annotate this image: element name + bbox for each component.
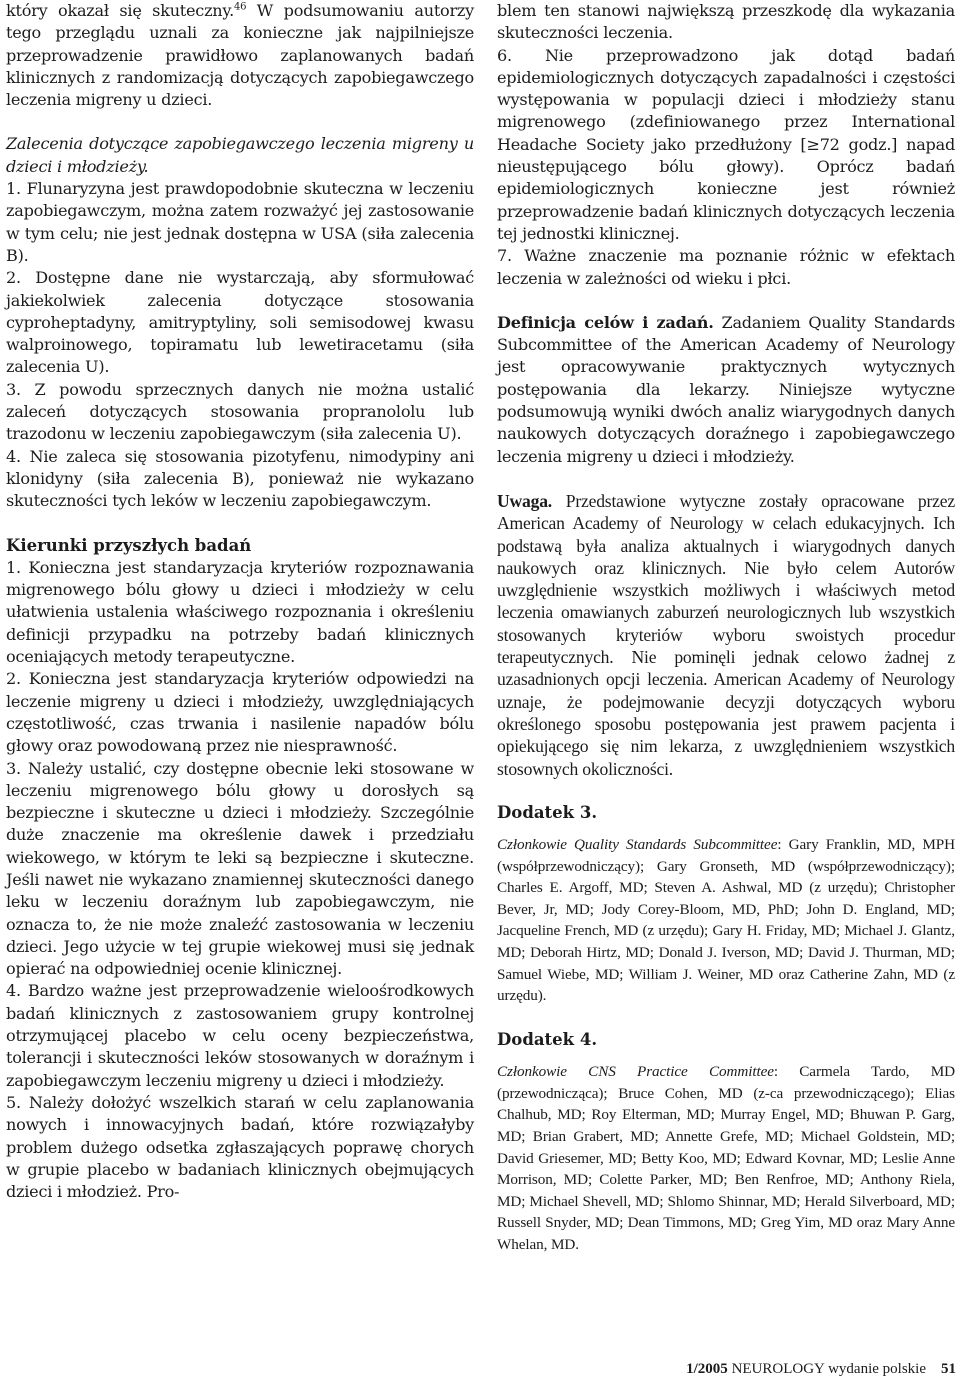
future-item: 5. Należy dołożyć wszelkich starań w celu zaplanowania nowych i innowacyjnych badań, które rozwiązałyby problem dużego odsetka zgłaszających poprawę chorych w grupie placebo w badaniach klinicznych obejmujących dzieci i młodzież. Pro-: [6, 1092, 474, 1202]
continuation-text: blem ten stanowi największą przeszkodę dla wykazania skuteczności leczenia.: [497, 1, 955, 43]
intro-text-b: W podsumowaniu autorzy tego przeglądu uznali za konieczne jak najpilniejsze przeprowadzenie prawidłowo zaplanowanych badań klinicznych z randomizacją dotyczących zapobiegawczego leczenia migreny u dzieci.: [6, 1, 474, 110]
page-footer: [640, 1361, 956, 1378]
note-paragraph: [497, 490, 955, 780]
left-column: [6, 0, 474, 1203]
appendix-3-paragraph: [497, 834, 955, 1007]
note-heading: Uwaga.: [497, 490, 553, 511]
citation-superscript: 46: [233, 1, 247, 13]
intro-text-a: który okazał się skuteczny.: [6, 1, 234, 20]
appendix-4-text: : Carmela Tardo, MD (przewodnicząca); Bruce Cohen, MD (z-ca przewodniczącego); Elias Chalhub, MD; Roy Elterman, MD; Murray Engel, MD; Bhuwan P. Garg, MD; Brian Grabert, MD; Annette Grefe, MD; Michael Goldstein, MD; David Griesemer, MD; Betty Koo, MD; Edward Kovnar, MD; Leslie Anne Morrison, MD; Colette Parker, MD; Ben Renfroe, MD; Anthony Riela, MD; Michael Shevell, MD; Shlomo Shinnar, MD; Herald Silverboard, MD; Russell Snyder, MD; Dean Timmons, MD; Greg Yim, MD oraz Mary Anne Whelan, MD.: [497, 1063, 955, 1253]
goals-heading: Definicja celów i zadań.: [497, 312, 714, 332]
intro-paragraph: [6, 0, 474, 111]
recommendation-item: 1. Flunaryzyna jest prawdopodobnie skuteczna w leczeniu zapobiegawczym, można zatem rozważyć jej zastosowanie w tym celu; nie jest jednak dostępna w USA (siła zalecenia B).: [6, 179, 474, 265]
footer-journal: NEUROLOGY: [731, 1361, 825, 1377]
goals-text: Zadaniem Quality Standards Subcommittee of the American Academy of Neurology jest opracowywanie praktycznych wytycznych postępowania dla lekarzy. Niniejsze wytyczne podsumowują wyniki dwóch analiz wiarygodnych danych naukowych dotyczących doraźnego i zapobiegawczego leczenia migreny u dzieci i młodzieży.: [497, 312, 955, 466]
appendix-4-heading: Dodatek 4.: [497, 1029, 598, 1049]
future-item: 1. Konieczna jest standaryzacja kryteriów rozpoznawania migrenowego bólu głowy u dzieci i młodzieży w celu ułatwienia ustalenia właściwego rozpoznania i określeniu definicji przypadku na potrzeby badań klinicznych oceniających metody terapeutyczne.: [6, 557, 474, 667]
recommendation-item: 4. Nie zaleca się stosowania pizotyfenu, nimodypiny ani klonidyny (siła zalecenia B), ponieważ nie wykazano skuteczności tych leków w leczeniu zapobiegawczym.: [6, 446, 474, 511]
appendix-4-label: Członkowie CNS Practice Committee: [497, 1063, 774, 1081]
appendix-4-paragraph: [497, 1061, 955, 1255]
appendix-3-text: : Gary Franklin, MD, MPH (współprzewodniczący); Gary Gronseth, MD (współprzewodniczący); Charles E. Argoff, MD; Steven A. Ashwal, MD (z urzędu); Christopher Bever, Jr, MD; Jody Corey-Bloom, MD, PhD; John D. England, MD; Jacqueline French, MD (z urzędu); Gary H. Friday, MD; Michael J. Glantz, MD; Deborah Hirtz, MD; Donald J. Iverson, MD; David J. Thurman, MD; Samuel Wiebe, MD; William J. Weiner, MD oraz Catherine Zahn, MD (z urzędu).: [497, 836, 956, 1005]
page-number: 51: [941, 1361, 956, 1377]
footer-issue: 1/2005: [686, 1361, 728, 1377]
future-item: 3. Należy ustalić, czy dostępne obecnie leki stosowane w leczeniu migrenowego bólu głowy u dorosłych są bezpieczne i skuteczne u dzieci i młodzieży. Szczególnie duże znaczenie ma określenie dawek i przedziału wiekowego, w którym te leki są bezpieczne i skuteczne. Jeśli nawet nie wykazano znamiennej skuteczności danego leku w leczeniu doraźnym lub zapobiegawczym, nie oznacza to, że nie może znaleźć zastosowania w leczeniu dzieci. Jego użycie w tej grupie wiekowej musi się jednak opierać na odpowiedniej ocenie klinicznej.: [6, 758, 474, 979]
appendix-3-label: Członkowie Quality Standards Subcommittee: [497, 836, 778, 854]
footer-edition: wydanie polskie: [828, 1361, 926, 1377]
recommendation-item: 3. Z powodu sprzecznych danych nie można ustalić zaleceń dotyczących stosowania propranololu lub trazodonu w leczeniu zapobiegawczym (siła zalecenia U).: [6, 379, 474, 444]
right-column: [497, 0, 955, 1255]
goals-paragraph: [497, 312, 955, 468]
future-item: 4. Bardzo ważne jest przeprowadzenie wieloośrodkowych badań klinicznych z zastosowaniem grupy kontrolnej otrzymującej placebo w celu oceny bezpieczeństwa, tolerancji i skuteczności leków stosowanych w doraźnym i zapobiegawczym leczeniu migreny u dzieci i młodzieży.: [6, 981, 474, 1090]
future-research-heading: Kierunki przyszłych badań: [6, 535, 252, 555]
recommendations-heading: Zalecenia dotyczące zapobiegawczego leczenia migreny u dzieci i młodzieży.: [6, 134, 474, 176]
note-text: Przedstawione wytyczne zostały opracowane przez American Academy of Neurology w celach edukacyjnych. Ich podstawą była analiza aktualnych i wiarygodnych danych naukowych oraz klinicznych. Nie było celem Autorów uwzględnienie wszystkich możliwych i właściwych metod leczenia omawianych zaburzeń neurologicznych lub wszystkich stosowanych kryteriów wyboru swoistych procedur terapeutycznych. Nie pominęli jednak celowo żadnej z uzasadnionych opcji leczenia. American Academy of Neurology uznaje, że podejmowanie decyzji dotyczących wyboru określonego sposobu postępowania jest prawem pacjenta i opiekującego się nim lekarza, z uwzględnieniem wszystkich stosownych okoliczności.: [497, 490, 955, 779]
future-item: 2. Konieczna jest standaryzacja kryteriów odpowiedzi na leczenie migreny u dzieci i młodzieży, uwzględniających częstotliwość, czas trwania i nasilenie napadów bólu głowy oraz powodowaną przez nie niesprawność.: [6, 669, 474, 756]
appendix-3-heading: Dodatek 3.: [497, 802, 598, 822]
future-item: 6. Nie przeprowadzono jak dotąd badań epidemiologicznych dotyczących zapadalności i częstości występowania w populacji dzieci i młodzieży stanu migrenowego (zdefiniowanego przez International Headache Society jako przedłużony [≥72 godz.] napad nieustępującego bólu głowy). Oprócz badań epidemiologicznych konieczne jest również przeprowadzenie badań klinicznych dotyczących leczenia tej jednostki klinicznej.: [497, 45, 955, 243]
recommendation-item: 2. Dostępne dane nie wystarczają, aby sformułować jakiekolwiek zalecenia dotyczące stosowania cyproheptadyny, amitryptyliny, soli semisodowej kwasu walproinowego, topiramatu lub lewetiracetamu (siła zalecenia U).: [6, 268, 474, 377]
future-item: 7. Ważne znaczenie ma poznanie różnic w efektach leczenia w zależności od wieku i płci.: [497, 246, 955, 288]
